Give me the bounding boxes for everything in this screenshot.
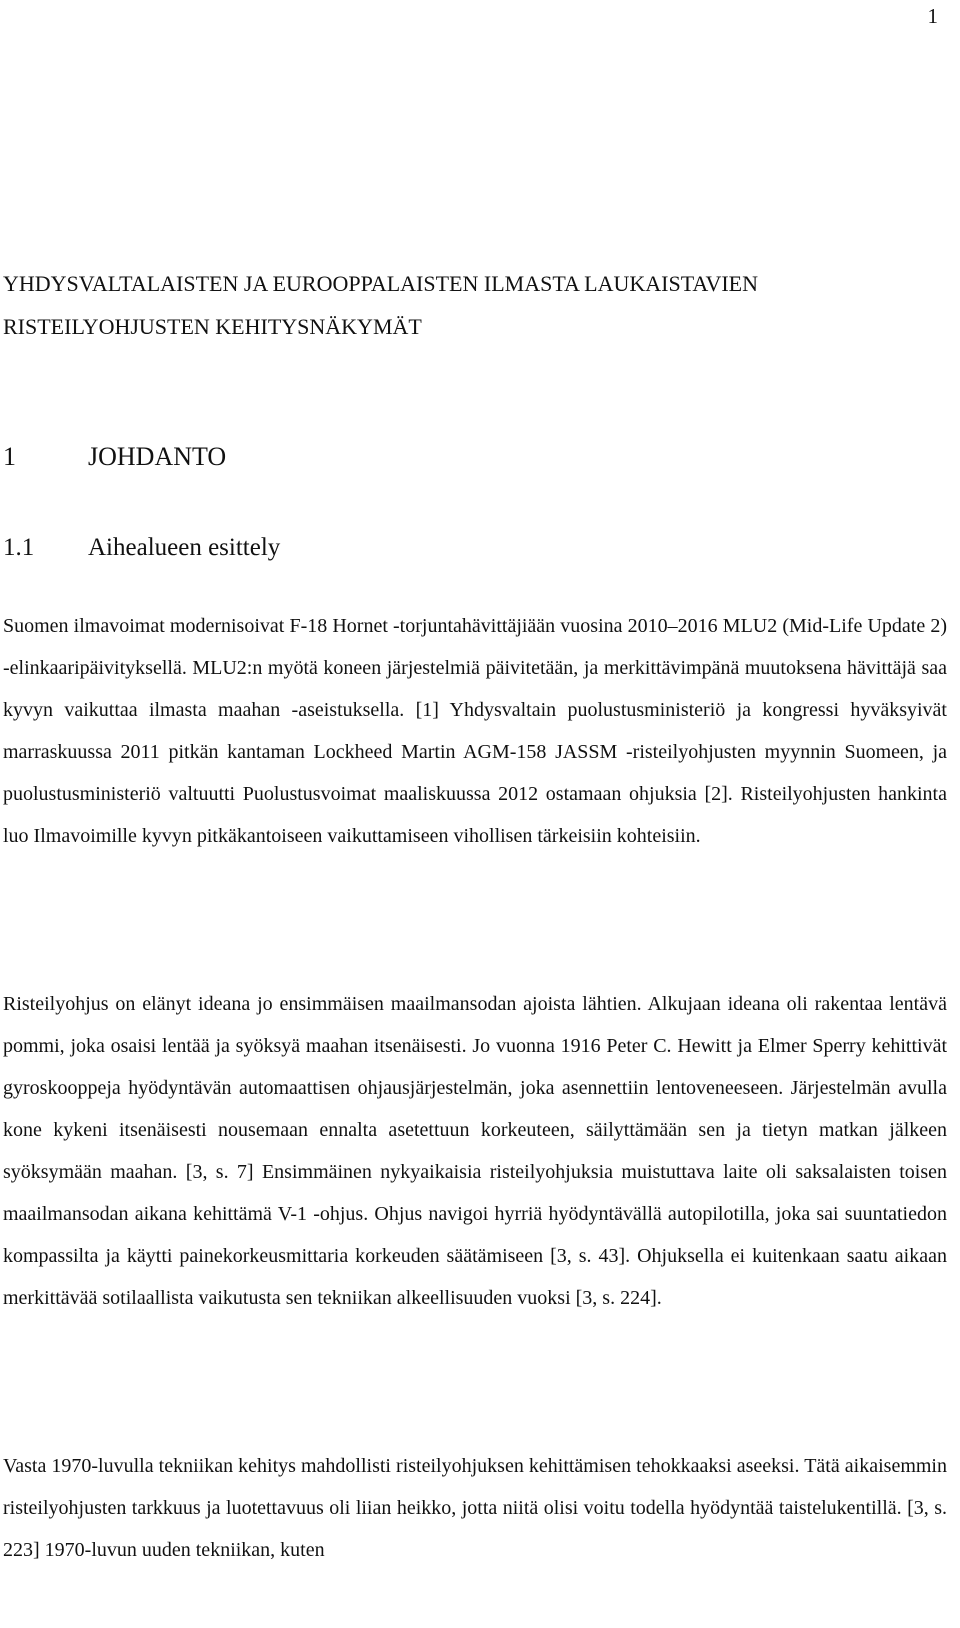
chapter-heading (3, 442, 226, 472)
chapter-number: 1 (3, 442, 16, 471)
body-paragraph-3: Vasta 1970-luvulla tekniikan kehitys mahdollisti risteilyohjuksen kehittämisen tehokkaaksi aseeksi. Tätä aikaisemmin risteilyohjusten tarkkuus ja luotettavuus oli liian heikko, jotta niitä olisi voitu todella hyödyntää taistelukentillä. [3, s. 223] 1970-luvun uuden tekniikan, kuten (3, 1455, 947, 1561)
section-title: Aihealueen esittely (88, 534, 281, 561)
chapter-title: JOHDANTO (88, 442, 227, 471)
document-title: YHDYSVALTALAISTEN JA EUROOPPALAISTEN ILMASTA LAUKAISTAVIEN RISTEILYOHJUSTEN KEHITYSNÄKYMÄT (3, 271, 758, 339)
section-heading (3, 534, 280, 562)
page-number: 1 (927, 4, 938, 28)
section-number: 1.1 (3, 534, 35, 561)
body-paragraph-1: Suomen ilmavoimat modernisoivat F-18 Hornet -torjuntahävittäjiään vuosina 2010–2016 MLU2 (Mid-Life Update 2) -elinkaaripäivityksellä. MLU2:n myötä koneen järjestelmiä päivitetään, ja merkittävimpänä muutoksena hävittäjä saa kyvyn vaikuttaa ilmasta maahan -aseistuksella. [1] Yhdysvaltain puolustusministeriö ja kongressi hyväksyivät marraskuussa 2011 pitkän kantaman Lockheed Martin AGM-158 JASSM -risteilyohjusten myynnin Suomeen, ja puolustusministeriö valtuutti Puolustusvoimat maaliskuussa 2012 ostamaan ohjuksia [2]. Risteilyohjusten hankinta luo Ilmavoimille kyvyn pitkäkantoiseen vaikuttamiseen vihollisen tärkeisiin kohteisiin. (3, 615, 947, 847)
body-paragraph-2: Risteilyohjus on elänyt ideana jo ensimmäisen maailmansodan ajoista lähtien. Alkujaan ideana oli rakentaa lentävä pommi, joka osaisi lentää ja syöksyä maahan itsenäisesti. Jo vuonna 1916 Peter C. Hewitt ja Elmer Sperry kehittivät gyroskooppeja hyödyntävän automaattisen ohjausjärjestelmän, joka asennettiin lentoveneeseen. Järjestelmän avulla kone kykeni itsenäisesti nousemaan ennalta asetettuun korkeuteen, säilyttämään sen ja tietyn matkan jälkeen syöksymään maahan. [3, s. 7] Ensimmäinen nykyaikaisia risteilyohjuksia muistuttava laite oli saksalaisten toisen maailmansodan aikana kehittämä V-1 -ohjus. Ohjus navigoi hyrriä hyödyntävällä autopilotilla, joka sai suuntatiedon kompassilta ja käytti painekorkeusmittaria korkeuden säätämiseen [3, s. 43]. Ohjuksella ei kuitenkaan saatu aikaan merkittävää sotilaallista vaikutusta sen tekniikan alkeellisuuden vuoksi [3, s. 224]. (3, 993, 947, 1309)
